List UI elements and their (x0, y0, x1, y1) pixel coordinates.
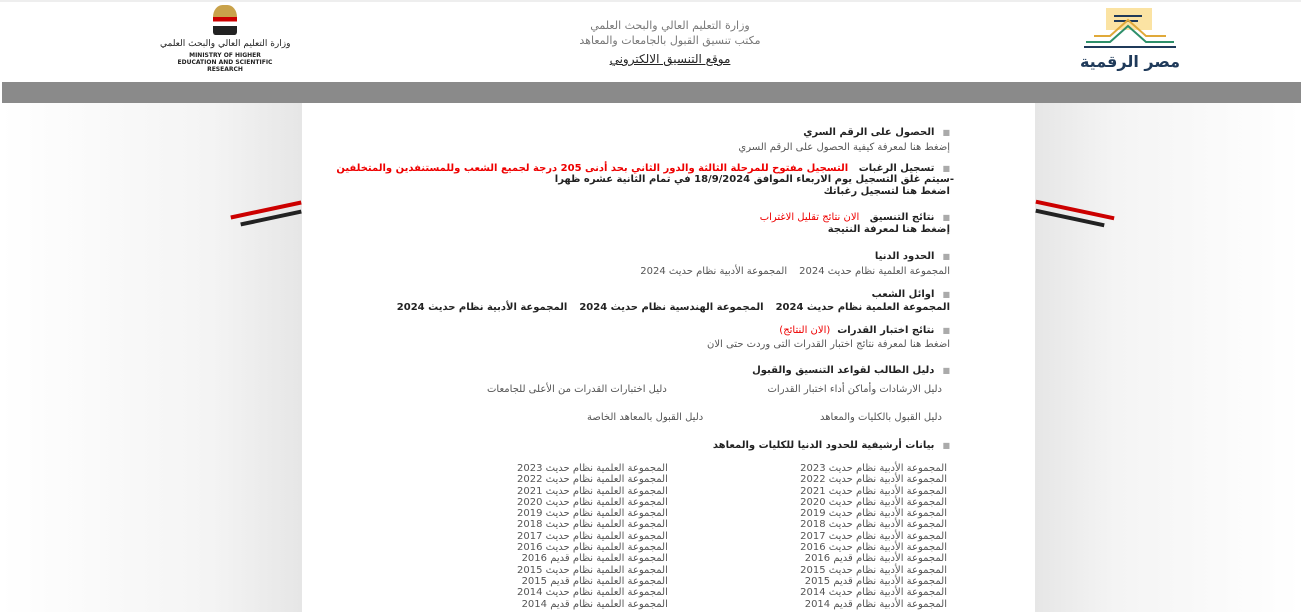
aptitude-link[interactable]: اضغط هنا لمعرفة نتائج اختبار القدرات التى وردت حتى الان (706, 339, 950, 350)
register-wishes-link[interactable]: اضغط هنا لتسجيل رغباتك (823, 186, 950, 197)
bullet-icon: ■ (942, 128, 950, 137)
guide-instructions-link[interactable]: دليل الارشادات وأماكن أداء اختبار القدرات (767, 384, 942, 395)
right-decoration (1035, 103, 1301, 612)
section-results (760, 212, 950, 235)
header-title (540, 18, 800, 67)
archive-scientific-link[interactable]: المجموعة العلمية نظام قديم 2016 (521, 553, 668, 565)
archive-scientific-link[interactable]: المجموعة العلمية نظام قديم 2015 (521, 575, 668, 587)
bullet-icon: ■ (942, 441, 950, 450)
ministry-logo-arabic: وزارة التعليم العالي والبحث العلمي (160, 39, 291, 49)
archive-scientific-column (517, 463, 668, 610)
section-title: تسجيل الرغبات (858, 163, 935, 174)
office-name: مكتب تنسيق القبول بالجامعات والمعاهد (579, 34, 761, 47)
archive-literary-link[interactable]: المجموعة الأدبية نظام قديم 2015 (804, 575, 947, 587)
bullet-icon: ■ (942, 213, 950, 222)
eagle-emblem-icon (213, 5, 237, 35)
archive-scientific-link[interactable]: المجموعة العلمية نظام حديث 2017 (517, 530, 668, 542)
archive-list (517, 463, 947, 610)
ministry-logo (160, 5, 290, 79)
ministry-logo-english: MINISTRY OF HIGHER EDUCATION AND SCIENTIFIC RESEARCH (177, 52, 273, 73)
header-band (2, 82, 1301, 103)
archive-scientific-link[interactable]: المجموعة العلمية نظام حديث 2016 (517, 542, 668, 554)
archive-literary-link[interactable]: المجموعة الأدبية نظام حديث 2022 (800, 474, 947, 486)
top-engineering-link[interactable]: المجموعة الهندسية نظام حديث 2024 (579, 302, 764, 313)
digital-egypt-logo (1078, 6, 1182, 80)
main-content (302, 103, 1035, 612)
section-aptitude (707, 325, 950, 350)
archive-literary-link[interactable]: المجموعة الأدبية نظام قديم 2014 (804, 598, 947, 610)
digital-egypt-name: مصر الرقمية (1079, 52, 1181, 71)
bullet-icon: ■ (942, 290, 950, 299)
section-minimums (628, 251, 950, 277)
minimums-scientific-link[interactable]: المجموعة العلمية نظام حديث 2024 (799, 266, 950, 277)
section-wishes (336, 163, 954, 197)
header (0, 0, 1301, 82)
section-title: بيانات أرشيفية للحدود الدنيا للكليات والمعاهد (712, 440, 935, 451)
bullet-icon: ■ (942, 164, 950, 173)
archive-scientific-link[interactable]: المجموعة العلمية نظام حديث 2023 (517, 463, 668, 474)
archive-literary-link[interactable]: المجموعة الأدبية نظام حديث 2015 (800, 564, 947, 576)
secret-number-link[interactable]: إضغط هنا لمعرفة كيفية الحصول على الرقم السري (738, 142, 950, 153)
wishes-deadline: -سيتم غلق التسجيل يوم الاربعاء الموافق 18/9/2024 في تمام الثانية عشره ظهرا (554, 174, 954, 185)
guide-admission-colleges-link[interactable]: دليل القبول بالكليات والمعاهد (820, 412, 942, 423)
guide-links (487, 384, 942, 423)
archive-scientific-link[interactable]: المجموعة العلمية نظام حديث 2020 (517, 496, 668, 508)
section-title: اوائل الشعب (871, 289, 935, 300)
archive-scientific-link[interactable]: المجموعة العلمية نظام حديث 2018 (517, 519, 668, 531)
minimums-literary-link[interactable]: المجموعة الأدبية نظام حديث 2024 (640, 266, 788, 277)
wishes-notice: التسجيل مفتوح للمرحلة الثالثة والدور الثاني بحد أدنى 205 درجة لجميع الشعب وللمستنفدين والمتخلفين (336, 163, 849, 174)
section-title: الحصول على الرقم السري (803, 127, 935, 138)
archive-literary-link[interactable]: المجموعة الأدبية نظام حديث 2019 (800, 508, 947, 520)
house-circuit-icon (1080, 6, 1180, 50)
archive-literary-link[interactable]: المجموعة الأدبية نظام حديث 2016 (800, 542, 947, 554)
archive-scientific-link[interactable]: المجموعة العلمية نظام حديث 2021 (517, 485, 668, 497)
archive-literary-column (800, 463, 947, 610)
section-guide (752, 365, 950, 376)
archive-literary-link[interactable]: المجموعة الأدبية نظام حديث 2018 (800, 519, 947, 531)
bullet-icon: ■ (942, 252, 950, 261)
archive-scientific-link[interactable]: المجموعة العلمية نظام حديث 2019 (517, 508, 668, 520)
bullet-icon: ■ (942, 326, 950, 335)
archive-literary-link[interactable]: المجموعة الأدبية نظام حديث 2014 (800, 587, 947, 599)
archive-scientific-link[interactable]: المجموعة العلمية نظام قديم 2014 (521, 598, 668, 610)
results-link[interactable]: إضغط هنا لمعرفة النتيجة (827, 224, 950, 235)
aptitude-notice: (الان النتائج) (779, 325, 831, 336)
section-archive (713, 440, 950, 451)
section-top-students (385, 289, 950, 313)
archive-literary-link[interactable]: المجموعة الأدبية نظام حديث 2021 (800, 485, 947, 497)
ministry-name: وزارة التعليم العالي والبحث العلمي (590, 19, 750, 32)
section-title: نتائج اختبار القدرات (837, 325, 935, 336)
section-title: الحدود الدنيا (874, 251, 935, 262)
guide-private-institutes-link[interactable]: دليل القبول بالمعاهد الخاصة (587, 412, 704, 423)
top-scientific-link[interactable]: المجموعة العلمية نظام حديث 2024 (775, 302, 950, 313)
archive-literary-link[interactable]: المجموعة الأدبية نظام حديث 2017 (800, 530, 947, 542)
section-secret-number (738, 127, 950, 153)
guide-aptitude-tests-link[interactable]: دليل اختبارات القدرات من الأعلى للجامعات (487, 384, 667, 395)
left-decoration (0, 103, 302, 612)
archive-literary-link[interactable]: المجموعة الأدبية نظام حديث 2023 (800, 463, 947, 474)
archive-scientific-link[interactable]: المجموعة العلمية نظام حديث 2022 (517, 474, 668, 486)
site-link[interactable]: موقع التنسيق الالكتروني (609, 52, 731, 66)
section-title: دليل الطالب لقواعد التنسيق والقبول (752, 365, 935, 376)
top-literary-link[interactable]: المجموعة الأدبية نظام حديث 2024 (396, 302, 568, 313)
bullet-icon: ■ (942, 366, 950, 375)
results-notice: الان نتائج تقليل الاغتراب (759, 212, 860, 223)
archive-scientific-link[interactable]: المجموعة العلمية نظام حديث 2014 (517, 587, 668, 599)
archive-literary-link[interactable]: المجموعة الأدبية نظام حديث 2020 (800, 496, 947, 508)
archive-scientific-link[interactable]: المجموعة العلمية نظام حديث 2015 (517, 564, 668, 576)
archive-literary-link[interactable]: المجموعة الأدبية نظام قديم 2016 (804, 553, 947, 565)
section-title: نتائج التنسيق (869, 212, 935, 223)
